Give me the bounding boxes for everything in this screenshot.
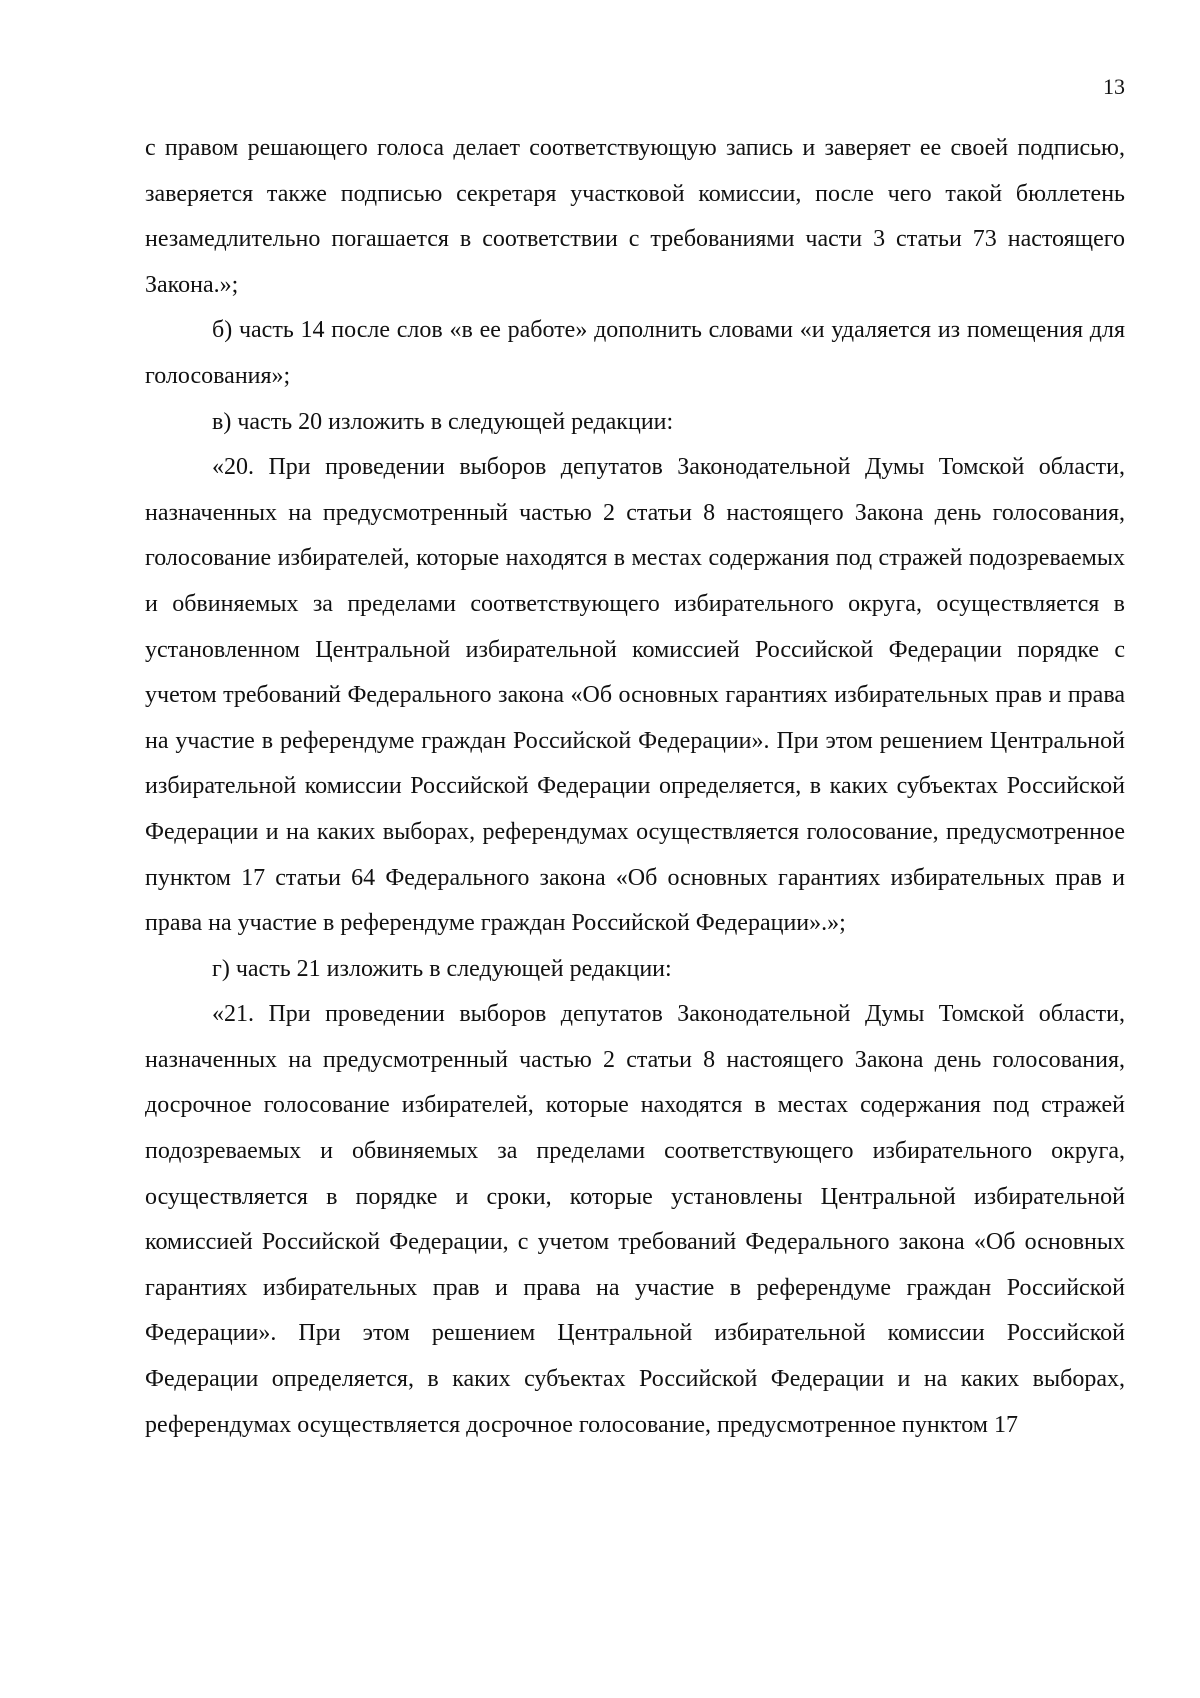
page-number: 13 — [1103, 74, 1125, 99]
document-body — [145, 126, 1125, 1448]
paragraph-part-21: «21. При проведении выборов депутатов Законодательной Думы Томской области, назначенных на предусмотренный частью 2 статьи 8 настоящего Закона день голосования, досрочное голосование избирателей, которые находятся в местах содержания под стражей подозреваемых и обвиняемых за пределами соответствующего избирательного округа, осуществляется в порядке и сроки, которые установлены Центральной избирательной комиссией Российской Федерации, с учетом требований Федерального закона «Об основных гарантиях избирательных прав и права на участие в референдуме граждан Российской Федерации». При этом решением Центральной избирательной комиссии Российской Федерации определяется, в каких субъектах Российской Федерации и на каких выборах, референдумах осуществляется досрочное голосование, предусмотренное пунктом 17 — [145, 1001, 1125, 1438]
paragraph-continuation: с правом решающего голоса делает соответствующую запись и заверяет ее своей подписью, заверяется также подписью секретаря участковой комиссии, после чего такой бюллетень незамедлительно погашается в соответствии с требованиями части 3 статьи 73 настоящего Закона.»; — [145, 135, 1125, 298]
paragraph-item-g: г) часть 21 изложить в следующей редакции: — [212, 955, 672, 982]
paragraph-part-20: «20. При проведении выборов депутатов Законодательной Думы Томской области, назначенных на предусмотренный частью 2 статьи 8 настоящего Закона день голосования, голосование избирателей, которые находятся в местах содержания под стражей подозреваемых и обвиняемых за пределами соответствующего избирательного округа, осуществляется в установленном Центральной избирательной комиссией Российской Федерации порядке с учетом требований Федерального закона «Об основных гарантиях избирательных прав и права на участие в референдуме граждан Российской Федерации». При этом решением Центральной избирательной комиссии Российской Федерации определяется, в каких субъектах Российской Федерации и на каких выборах, референдумах осуществляется голосование, предусмотренное пунктом 17 статьи 64 Федерального закона «Об основных гарантиях избирательных прав и права на участие в референдуме граждан Российской Федерации».»; — [145, 454, 1125, 937]
paragraph-item-v: в) часть 20 изложить в следующей редакции: — [212, 408, 674, 435]
paragraph-item-b: б) часть 14 после слов «в ее работе» дополнить словами «и удаляется из помещения для голосования»; — [145, 317, 1125, 389]
